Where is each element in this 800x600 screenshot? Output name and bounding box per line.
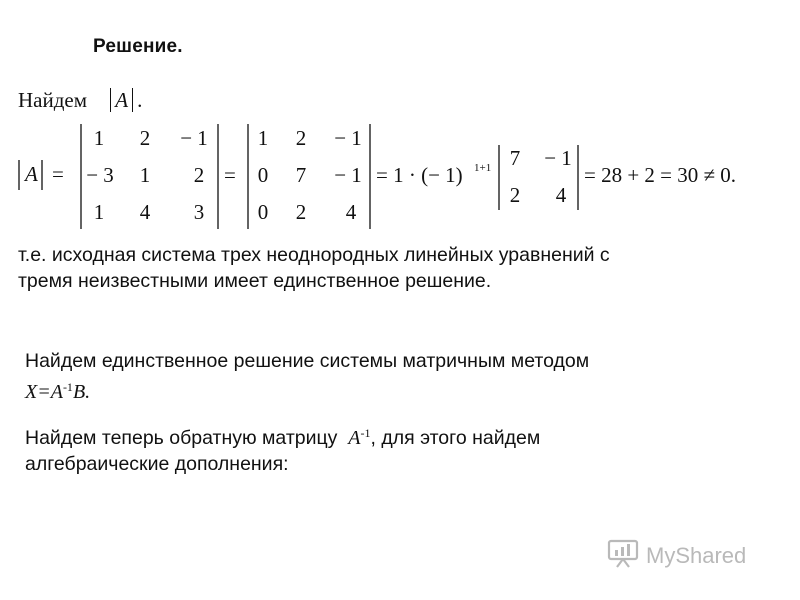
cofactor-exponent: 1+1 (474, 162, 492, 174)
inverse-line-1 (25, 420, 540, 451)
page-title: Решение. (93, 36, 183, 57)
matrix-cell: 7 (509, 146, 521, 170)
matrix-method-paragraph (25, 348, 589, 405)
cofactor-coefficient: = 1 · (− 1) (376, 163, 463, 187)
matrix-cell: 2 (509, 183, 521, 207)
matrix-cell: 0 (257, 200, 269, 224)
matrix-cell: 0 (257, 163, 269, 187)
inverse-var: A (348, 427, 361, 449)
matrix-cell: 3 (193, 200, 205, 224)
formula-xa: X=A (25, 381, 63, 403)
matrix-cell: 7 (295, 163, 307, 187)
matrix-cell: 4 (555, 183, 567, 207)
determinant-result: = 28 + 2 = 30 ≠ 0. (584, 163, 737, 187)
matrix-cell: − 1 (334, 126, 362, 150)
watermark (606, 536, 746, 575)
det-a-inline (106, 88, 137, 113)
inverse-line-2: алгебраические дополнения: (25, 453, 289, 475)
matrix-cell: 2 (193, 163, 205, 187)
matrix-cell: − 1 (544, 146, 572, 170)
matrix-cell: 4 (345, 200, 357, 224)
matrix-cell: − 1 (180, 126, 208, 150)
matrix-cell: 2 (295, 200, 307, 224)
det-equals-sign: = (52, 162, 64, 186)
matrix-cell: 2 (295, 126, 307, 150)
matrix-cell: − 1 (334, 163, 362, 187)
conclusion-line-1: т.е. исходная система трех неоднородных линейных уравнений с (18, 244, 610, 266)
matrix-cell: 1 (93, 126, 105, 150)
formula-b: B. (72, 381, 91, 403)
conclusion-paragraph (18, 242, 610, 294)
det-lhs-symbol: A (25, 162, 38, 186)
find-period: . (137, 88, 143, 112)
conclusion-line-2: тремя неизвестными имеет единственное решение. (18, 270, 492, 292)
inverse-exponent: -1 (360, 426, 371, 440)
matrix-cell: − 3 (86, 163, 114, 187)
matrix-cell: 1 (139, 163, 151, 187)
find-label: Найдем (18, 88, 88, 112)
matrix-method-line-1: Найдем единственное решение системы матричным методом (25, 350, 590, 372)
equals-sign-2: = (224, 163, 236, 187)
matrix-method-formula (25, 374, 589, 405)
find-determinant-line (18, 88, 142, 113)
inverse-line-1-tail: , для этого найдем (370, 427, 541, 449)
formula-exponent: -1 (62, 380, 73, 394)
matrix-cell: 1 (257, 126, 269, 150)
det-a-symbol: A (115, 88, 129, 112)
matrix-cell: 1 (93, 200, 105, 224)
watermark-text: MyShared (646, 542, 747, 568)
inverse-matrix-paragraph (25, 420, 540, 477)
inverse-line-1-text: Найдем теперь обратную матрицу (25, 427, 338, 449)
matrix-cell: 2 (139, 126, 151, 150)
presentation-board-icon (606, 536, 640, 575)
matrix-cell: 4 (139, 200, 151, 224)
